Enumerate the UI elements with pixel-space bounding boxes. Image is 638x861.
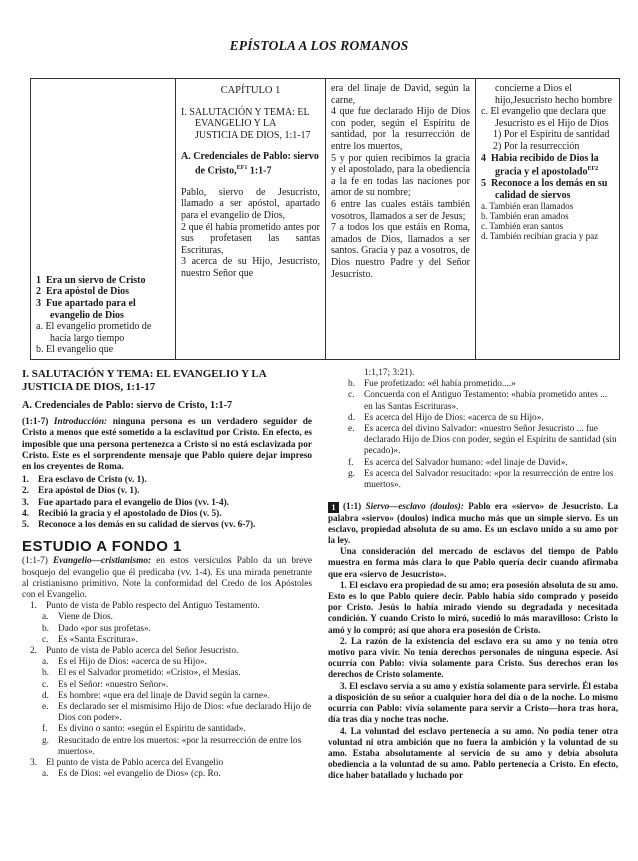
outline-point-1: 1 Era un siervo de Cristo xyxy=(36,274,146,286)
commentary-heading: I. SALUTACIÓN Y TEMA: EL EVANGELIO Y LA JUSTICIA DE DIOS, 1:1-17 xyxy=(22,368,267,393)
list-item: c. Es «Santa Escritura». xyxy=(42,634,138,645)
intro-paragraph: (1:1-7) Introducción: ninguna persona es un verdadero seguidor de Cristo a menos que esté sometido a la esclavitud por Cristo. En efecto, es imposible que una persona pertenezca a Cristo si no está esclavizada por Cristo. Este es el sorprendente mensaje que Pablo quiere dejar impreso en los creyentes de Roma. xyxy=(22,417,313,473)
outline-column-headings xyxy=(176,79,326,359)
outline-point-3: 3 Fue apartado para el evangelio de Dios xyxy=(36,298,136,321)
note-5c: c. También eran santos xyxy=(481,221,564,232)
list-item: a. Es el Hijo de Dios: «acerca de su Hijo». xyxy=(42,657,207,668)
list-item: 4. Recibió la gracia y el apostolado de Dios (v. 5). xyxy=(22,508,222,519)
list-item: f. Es acerca del Salvador humano: «del linaje de David». xyxy=(348,457,568,468)
scripture-text-part-1: Pablo, siervo de Jesucristo, llamado a ser apóstol, apartado para el evangelio de Dios, 2 que él había prometido antes por sus profetasen las santas Escrituras, 3 acerca de su Hijo, Jesucristo, nuestro Señor que xyxy=(181,186,320,280)
note-gospel-son: concierne a Dios el hijo,Jesucristo hecho hombre xyxy=(495,83,612,106)
list-item: d. Es hombre: «que era del linaje de David según la carne». xyxy=(42,690,270,701)
note-5: 5 Reconoce a los demás en su calidad de siervos xyxy=(481,178,608,201)
note-5b: b. También eran amados xyxy=(481,211,569,222)
chapter-label: CAPÍTULO 1 xyxy=(220,85,281,96)
scripture-text-part-2: era del linaje de David, según la carne, 4 que fue declarado Hijo de Dios con poder, según el Espíritu de santidad, por la resurrección de entre los muertos, 5 y por quien recibimos la gracia y el apostolado, para la obediencia a la fe en todas las naciones por amor de su nombre; 6 entre las cuales estáis también vosotros, llamados a ser de Jesus; 7 a todos los que estáis en Roma, amados de Dios, llamados a ser santos. Gracia y paz a vosotros, de Dios nuestro Padre y del Señor Jesucristo. xyxy=(331,83,470,280)
list-item: 1. Era esclavo de Cristo (v. 1). xyxy=(22,475,147,486)
list-item: g. Resucitado de entre los muertos: «por la resurrección de entre los muertos». xyxy=(42,735,302,757)
outline-point-3a: a. El evangelio prometido de hacía largo tiempo xyxy=(36,321,152,344)
page-title: EPÍSTOLA A LOS ROMANOS xyxy=(229,38,409,53)
list-item: 5. Reconoce a los demás en su calidad de siervos (vv. 6-7). xyxy=(22,520,256,531)
section-1-heading: I. SALUTACIÓN Y TEMA: EL EVANGELIO Y LA JUSTICIA DE DIOS, 1:1-17 xyxy=(181,106,311,141)
note-c2: 2) Por la resurrección xyxy=(493,140,580,152)
slave-paragraph-3: 1. El esclavo era propiedad de su amo; era posesión absoluta de su amo. Esto es lo que Pablo quiere decir. Pablo había sido comprado y poseído por Cristo. Jesús lo había mirado viendo su degradada y necesitada condición. Y cuando Cristo lo miró, sucedió lo más maravilloso: Cristo lo amó y lo compró; así que ahora era posesión de Cristo. xyxy=(328,579,618,635)
list-item: a. Es de Dios: «el evangelio de Dios» (cp. Ro. xyxy=(42,769,221,780)
outline-column-points xyxy=(31,79,176,359)
study-heading: ESTUDIO A FONDO 1 xyxy=(22,538,182,556)
list-item: c. Concuerda con el Antiguo Testamento: «había prometido antes ... en las Santas Escrituras». xyxy=(348,390,608,412)
list-item: b. Dado «por sus profetas». xyxy=(42,623,151,634)
list-item: c. Es el Señor: «nuestro Señor». xyxy=(42,679,169,690)
points-list xyxy=(22,475,312,531)
study-number-badge: 1 xyxy=(328,502,339,513)
outline-table xyxy=(30,78,620,360)
continued-reference: 1:1,17; 3:21). xyxy=(364,368,415,378)
list-item: 3. Fue apartado para el evangelio de Dios (vv. 1-4). xyxy=(22,497,230,508)
commentary-right-column xyxy=(328,368,618,782)
list-item: b. El es el Salvador prometido: «Cristo», el Mesías. xyxy=(42,668,241,679)
note-5d: d. También recibían gracia y paz xyxy=(481,231,599,242)
slave-paragraph-5: 3. El esclavo servía a su amo y existía solamente para servirle. Él estaba a disposición de su señor a cualquier hora del día o de la noche. Lo mismo ocurría con Pablo: vivía solamente para servir a Cristo—hora tras hora, día tras día y noche tras noche. xyxy=(328,680,618,725)
study-intro: (1:1-7) Evangelio—cristianismo: en estos versículos Pablo da un breve bosquejo del evangelio que él predicaba (vv. 1-4). Es una mirada penetrante al cristianismo primitivo. Note la conformidad del Credo de los Apóstoles con el Evangelio. xyxy=(22,556,313,601)
outline-column-scripture xyxy=(326,79,476,359)
list-item: d. Es acerca del Hijo de Dios: «acerca de su Hijo». xyxy=(348,412,544,423)
study-point-3: 3. El punto de vista de Pablo acerca del Evangelio xyxy=(30,758,224,769)
list-item: a. Viene de Dios. xyxy=(42,612,113,623)
list-item: e. Es declarado ser el mismísimo Hijo de Dios: «fue declarado Hijo de Dios con poder». xyxy=(42,702,312,724)
slave-paragraph-4: 2. La razón de la existencia del esclavo era su amo y no tenía otro motivo para vivir. No tenía derechos personales de ninguna especie. Así ocurría con Pablo: vivía solamente para Cristo. Sus derechos eran los derechos de Cristo solamente. xyxy=(328,635,618,680)
outline-point-2: 2 Era apóstol de Dios xyxy=(36,286,130,298)
commentary-subheading: A. Credenciales de Pablo: siervo de Cristo, 1:1-7 xyxy=(22,400,233,411)
commentary-left-column xyxy=(22,368,312,781)
list-item: 2. Era apóstol de Dios (v. 1). xyxy=(22,486,140,497)
study-point-1: 1. Punto de vista de Pablo respecto del Antiguo Testamento. xyxy=(30,601,260,612)
outline-point-3b: b. El evangelio que xyxy=(36,344,114,356)
list-item: g. Es acerca del Salvador resucitado: «por la resurrección de entre los muertos». xyxy=(348,468,614,491)
slave-paragraph-intro: 1 (1:1) Siervo—esclavo (doulos): Pablo era «siervo» de Jesucristo. La palabra «siervo» (doulos) indica mucho más que un simple siervo. Es un esclavo, propiedad absoluta de su amo. Es un esclavo unido a su amo por la ley. xyxy=(328,501,619,546)
note-5a: a. También eran llamados xyxy=(481,201,574,212)
list-item: b. Fue profetizado: «él había prometido....» xyxy=(348,379,516,390)
slave-paragraph-2: Una consideración del mercado de esclavos del tiempo de Pablo muestra en forma más clara lo que Pablo quería decir cuando afirmaba que era «siervo de Jesucristo». xyxy=(328,546,618,579)
section-a-heading: A. Credenciales de Pablo: siervo de Cristo,$^{EF1}$ 1:1-7 xyxy=(181,151,319,177)
note-c1: 1) Por el Espíritu de santidad xyxy=(493,129,610,141)
study-point-2: 2. Punto de vista de Pablo acerca del Señor Jesucristo. xyxy=(30,646,239,657)
note-4: 4 Habia recibido de Dios la gracia y el apostolado$^{EF2}$ xyxy=(481,152,599,178)
list-item: e. Es acerca del divino Salvador: «nuestro Señor Jesucristo ... fue declarado Hijo de Dios con poder, según el Espíritu de santidad (sin pecado)». xyxy=(348,424,617,457)
slave-paragraph-6: 4. La voluntad del esclavo pertenecía a su amo. No podía tener otra voluntad ni otra ambición que no fuera la ambición y la voluntad de su amo. Estaba absolutamente al servicio de su amo y debía absoluta obediencia a la voluntad de su amo. Pablo pertenecía a Cristo. En efecto, dice haber batallado y luchado por xyxy=(328,725,618,781)
note-c: c. El evangelio que declara que Jesucristo es el Hijo de Dios xyxy=(481,106,609,129)
list-item: f. Es divino o santo: «según el Espíritu de santidad». xyxy=(42,724,246,735)
outline-column-notes xyxy=(476,79,619,359)
